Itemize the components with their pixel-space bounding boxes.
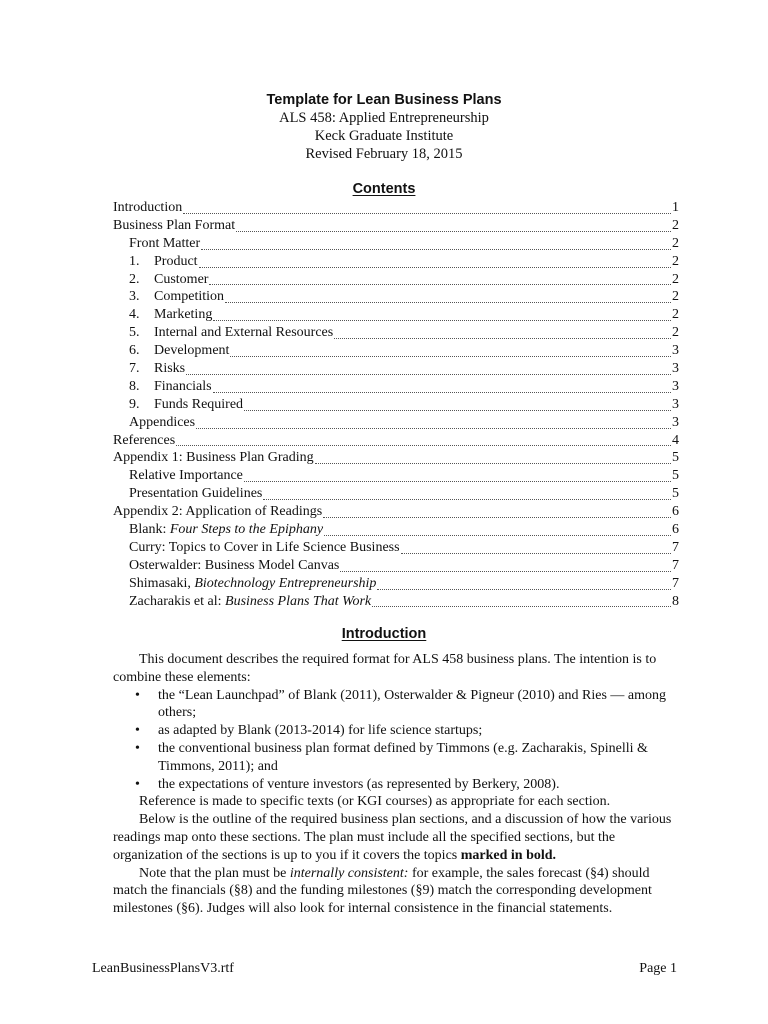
toc-entry-number: 1. bbox=[129, 253, 140, 269]
toc-dot-leader bbox=[324, 535, 671, 536]
toc-entry-page: 8 bbox=[672, 593, 679, 609]
toc-entry[interactable] bbox=[113, 504, 679, 522]
toc-entry-page: 5 bbox=[672, 450, 679, 466]
toc-entry-text: Relative Importance bbox=[129, 468, 243, 484]
toc-entry-italic-title: Business Plans That Work bbox=[225, 593, 372, 609]
toc-entry-label bbox=[129, 307, 212, 323]
toc-dot-leader bbox=[176, 445, 671, 446]
toc-dot-leader bbox=[213, 392, 671, 393]
toc-entry-text: Shimasaki, bbox=[129, 575, 195, 591]
toc-dot-leader bbox=[230, 356, 671, 357]
toc-entry-label bbox=[113, 504, 322, 520]
toc-entry[interactable] bbox=[113, 218, 679, 236]
toc-entry-number: 9. bbox=[129, 396, 140, 412]
intro-paragraph-3-bold: marked in bold. bbox=[460, 847, 557, 863]
toc-entry-text: Competition bbox=[154, 289, 224, 305]
toc-entry[interactable] bbox=[113, 540, 679, 558]
toc-entry-text: Financials bbox=[154, 378, 212, 394]
toc-entry-text: Osterwalder: Business Model Canvas bbox=[129, 557, 340, 573]
footer-filename: LeanBusinessPlansV3.rtf bbox=[92, 961, 234, 976]
toc-entry-page: 7 bbox=[672, 575, 679, 591]
toc-dot-leader bbox=[377, 589, 671, 590]
toc-entry-label bbox=[129, 343, 229, 359]
toc-entry-text: Funds Required bbox=[154, 396, 244, 412]
toc-dot-leader bbox=[315, 463, 671, 464]
toc-entry-label bbox=[129, 468, 243, 484]
list-item-text: the conventional business plan format defined by Timmons (e.g. Zacharakis, Spinelli & Timmons, 2011); and bbox=[158, 740, 648, 774]
contents-heading-text: Contents bbox=[352, 181, 416, 197]
toc-entry-text: Front Matter bbox=[129, 235, 201, 251]
toc-entry[interactable] bbox=[113, 522, 679, 540]
toc-entry-text: Development bbox=[154, 343, 230, 359]
toc-dot-leader bbox=[236, 231, 671, 232]
toc-entry-text: Presentation Guidelines bbox=[129, 486, 263, 502]
toc-entry-page: 2 bbox=[672, 271, 679, 287]
toc-entry-label bbox=[129, 415, 195, 431]
contents-heading bbox=[0, 181, 768, 197]
toc-entry[interactable] bbox=[113, 307, 679, 325]
intro-paragraph-4 bbox=[113, 865, 679, 918]
intro-bullet-list bbox=[113, 687, 679, 794]
toc-entry-text: Risks bbox=[154, 361, 186, 377]
toc-dot-leader bbox=[372, 606, 671, 607]
introduction-heading-text: Introduction bbox=[341, 626, 427, 642]
toc-entry-label bbox=[113, 450, 314, 466]
toc-entry-number: 6. bbox=[129, 343, 140, 359]
toc-entry-page: 5 bbox=[672, 468, 679, 484]
toc-entry-number: 5. bbox=[129, 325, 140, 341]
toc-entry-text: Product bbox=[154, 253, 198, 269]
toc-dot-leader bbox=[334, 338, 671, 339]
toc-entry-label bbox=[129, 576, 376, 592]
toc-entry[interactable] bbox=[113, 558, 679, 576]
toc-entry[interactable] bbox=[113, 468, 679, 486]
toc-entry-page: 7 bbox=[672, 557, 679, 573]
toc-dot-leader bbox=[244, 481, 671, 482]
toc-entry-label bbox=[129, 254, 198, 270]
toc-entry[interactable] bbox=[113, 236, 679, 254]
toc-entry-text: Zacharakis et al: bbox=[129, 593, 226, 609]
toc-entry-text: Appendix 2: Application of Readings bbox=[113, 504, 323, 520]
toc-entry[interactable] bbox=[113, 200, 679, 218]
toc-entry-page: 1 bbox=[672, 200, 679, 215]
toc-dot-leader bbox=[186, 374, 671, 375]
toc-entry-page: 2 bbox=[672, 253, 679, 269]
revised-line: Revised February 18, 2015 bbox=[305, 146, 463, 162]
toc-entry-label bbox=[113, 218, 235, 234]
toc-entry[interactable] bbox=[113, 343, 679, 361]
toc-entry-label bbox=[129, 558, 339, 574]
toc-dot-leader bbox=[263, 499, 671, 500]
toc-entry-label bbox=[113, 433, 175, 449]
toc-entry-page: 3 bbox=[672, 396, 679, 412]
toc-entry-italic-title: Biotechnology Entrepreneurship bbox=[194, 575, 377, 591]
intro-paragraph-4-start: Note that the plan must be bbox=[139, 865, 290, 881]
list-item-text: the expectations of venture investors (as represented by Berkery, 2008). bbox=[158, 776, 560, 792]
toc-dot-leader bbox=[225, 302, 671, 303]
intro-paragraph-4-end: for example, the sales forecast (§4) should match the financials (§8) and the funding milestones (§9) match the corresponding development milestones (§6). Judges will also look for internal consistence in the financial statements. bbox=[113, 865, 652, 917]
toc-dot-leader bbox=[183, 213, 671, 214]
bullet-icon: • bbox=[135, 740, 140, 756]
introduction-heading bbox=[0, 626, 768, 642]
toc-entry-label bbox=[129, 540, 400, 556]
toc-entry[interactable] bbox=[113, 397, 679, 415]
toc-entry[interactable] bbox=[113, 272, 679, 290]
toc-entry-label bbox=[129, 379, 212, 395]
intro-paragraph-3-text: Below is the outline of the required business plan sections, and a discussion of how the various readings map onto these sections. The plan must include all the specified sections, but the organization of the sections is up to you if it covers the topics bbox=[113, 812, 672, 863]
toc-entry-text: Customer bbox=[154, 271, 209, 287]
toc-entry-label bbox=[129, 289, 224, 305]
list-item bbox=[113, 776, 679, 794]
toc-entry-page: 6 bbox=[672, 522, 679, 538]
toc-entry-number: 7. bbox=[129, 361, 140, 377]
toc-entry-page: 2 bbox=[672, 217, 679, 233]
list-item bbox=[113, 722, 679, 740]
toc-entry-text: Marketing bbox=[154, 307, 213, 323]
toc-entry-label bbox=[129, 325, 333, 341]
toc-entry[interactable] bbox=[113, 254, 679, 272]
toc-dot-leader bbox=[244, 410, 671, 411]
toc-dot-leader bbox=[340, 571, 671, 572]
toc-entry-page: 3 bbox=[672, 414, 679, 430]
introduction-body bbox=[113, 651, 679, 918]
table-of-contents bbox=[113, 200, 679, 611]
toc-entry-italic-title: Four Steps to the Epiphany bbox=[169, 522, 324, 538]
toc-entry[interactable] bbox=[113, 594, 679, 612]
toc-entry[interactable] bbox=[113, 450, 679, 468]
toc-entry-page: 4 bbox=[672, 432, 679, 448]
toc-entry-page: 3 bbox=[672, 378, 679, 394]
toc-entry-page: 3 bbox=[672, 343, 679, 359]
bullet-icon: • bbox=[135, 723, 140, 739]
toc-entry-label bbox=[113, 200, 182, 216]
toc-entry-label bbox=[129, 397, 243, 413]
intro-paragraph-1: This document describes the required format for ALS 458 business plans. The intention is to combine these elements: bbox=[113, 652, 657, 685]
toc-entry-label bbox=[129, 272, 208, 288]
toc-entry[interactable] bbox=[113, 486, 679, 504]
toc-entry[interactable] bbox=[113, 379, 679, 397]
toc-dot-leader bbox=[209, 284, 671, 285]
list-item-text: as adapted by Blank (2013-2014) for life science startups; bbox=[158, 723, 483, 739]
toc-entry-label bbox=[129, 594, 371, 610]
toc-entry-number: 2. bbox=[129, 271, 140, 287]
intro-paragraph-4-italic: internally consistent: bbox=[289, 865, 409, 881]
toc-dot-leader bbox=[213, 320, 671, 321]
intro-paragraph-2: Reference is made to specific texts (or KGI courses) as appropriate for each section. bbox=[139, 794, 611, 810]
toc-entry-page: 5 bbox=[672, 486, 679, 502]
toc-entry[interactable] bbox=[113, 433, 679, 451]
list-item-text: the “Lean Launchpad” of Blank (2011), Osterwalder & Pigneur (2010) and Ries — among others; bbox=[158, 687, 666, 721]
institution-line: Keck Graduate Institute bbox=[314, 128, 454, 144]
toc-entry-text: Introduction bbox=[113, 200, 183, 215]
toc-entry-page: 6 bbox=[672, 504, 679, 520]
toc-entry-text: Internal and External Resources bbox=[154, 325, 334, 341]
toc-entry-label bbox=[129, 486, 262, 502]
bullet-icon: • bbox=[135, 776, 140, 792]
list-item bbox=[113, 740, 679, 776]
footer-page-number: Page 1 bbox=[639, 961, 677, 976]
toc-dot-leader bbox=[201, 249, 671, 250]
toc-entry-page: 2 bbox=[672, 289, 679, 305]
toc-entry[interactable] bbox=[113, 361, 679, 379]
toc-dot-leader bbox=[323, 517, 671, 518]
intro-paragraph-3 bbox=[113, 811, 679, 864]
toc-entry-label bbox=[129, 361, 185, 377]
toc-entry[interactable] bbox=[113, 289, 679, 307]
list-item bbox=[113, 687, 679, 723]
toc-entry-text: Blank: bbox=[129, 522, 170, 538]
toc-entry-number: 4. bbox=[129, 307, 140, 323]
toc-entry-text: References bbox=[113, 432, 176, 448]
toc-entry[interactable] bbox=[113, 325, 679, 343]
toc-dot-leader bbox=[401, 553, 671, 554]
toc-entry-number: 8. bbox=[129, 378, 140, 394]
toc-entry-label bbox=[129, 522, 323, 538]
toc-entry-label bbox=[129, 236, 200, 252]
toc-entry-number: 3. bbox=[129, 289, 140, 305]
toc-entry-page: 2 bbox=[672, 307, 679, 323]
toc-entry-page: 2 bbox=[672, 325, 679, 341]
course-line: ALS 458: Applied Entrepreneurship bbox=[279, 110, 489, 126]
toc-dot-leader bbox=[199, 267, 671, 268]
toc-entry-page: 3 bbox=[672, 361, 679, 377]
toc-entry-page: 7 bbox=[672, 539, 679, 555]
toc-entry-text: Appendices bbox=[129, 414, 196, 430]
toc-entry-text: Curry: Topics to Cover in Life Science Business bbox=[129, 539, 400, 555]
toc-entry-text: Business Plan Format bbox=[113, 217, 236, 233]
toc-entry[interactable] bbox=[113, 415, 679, 433]
toc-entry-page: 2 bbox=[672, 235, 679, 251]
toc-entry-text: Appendix 1: Business Plan Grading bbox=[113, 450, 314, 466]
toc-dot-leader bbox=[196, 428, 671, 429]
document-title: Template for Lean Business Plans bbox=[266, 92, 502, 108]
toc-entry[interactable] bbox=[113, 576, 679, 594]
bullet-icon: • bbox=[135, 687, 140, 703]
